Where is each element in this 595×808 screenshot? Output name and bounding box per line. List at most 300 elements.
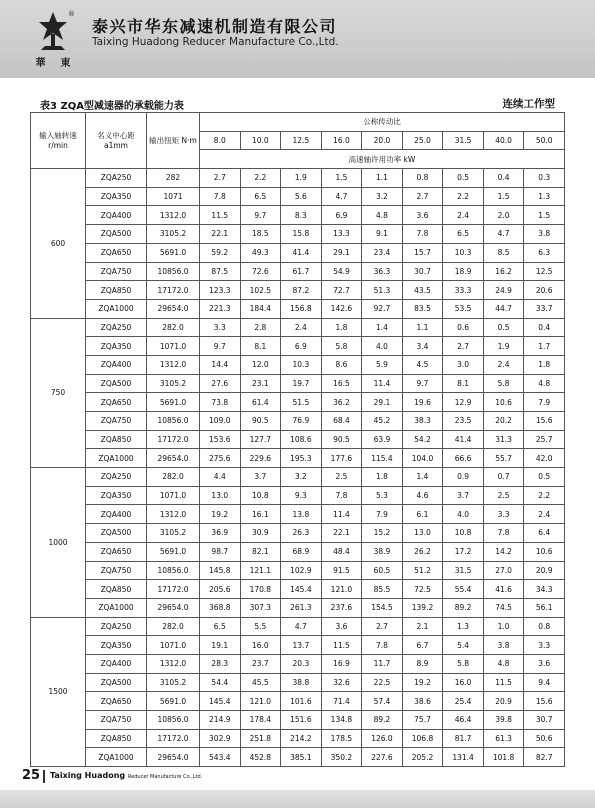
power-cell: 3.0 (443, 355, 484, 374)
power-cell: 68.9 (281, 542, 322, 561)
torque-cell: 29654.0 (147, 598, 200, 617)
power-cell: 145.4 (200, 692, 241, 711)
ratio-cell: 31.5 (443, 131, 484, 150)
power-cell: 350.2 (321, 748, 362, 767)
power-cell: 66.6 (443, 449, 484, 468)
power-cell: 131.4 (443, 748, 484, 767)
power-cell: 15.6 (524, 412, 565, 431)
power-cell: 134.8 (321, 711, 362, 730)
power-cell: 20.9 (524, 561, 565, 580)
power-cell: 60.5 (362, 561, 403, 580)
torque-cell: 282.0 (147, 617, 200, 636)
power-cell: 3.7 (443, 486, 484, 505)
table-row (31, 729, 565, 748)
power-cell: 26.2 (402, 542, 443, 561)
torque-cell: 1312.0 (147, 654, 200, 673)
power-cell: 8.6 (321, 355, 362, 374)
power-cell: 83.5 (402, 299, 443, 318)
power-cell: 15.6 (524, 692, 565, 711)
power-cell: 81.7 (443, 729, 484, 748)
power-cell: 26.3 (281, 524, 322, 543)
power-cell: 2.0 (483, 206, 524, 225)
torque-cell: 1312.0 (147, 505, 200, 524)
power-cell: 16.0 (240, 636, 281, 655)
power-cell: 106.8 (402, 729, 443, 748)
footer-divider (43, 770, 45, 783)
torque-cell: 29654.0 (147, 748, 200, 767)
power-cell: 51.5 (281, 393, 322, 412)
power-cell: 72.6 (240, 262, 281, 281)
model-cell: ZQA750 (86, 262, 147, 281)
table-row (31, 169, 565, 188)
power-cell: 177.6 (321, 449, 362, 468)
power-cell: 0.8 (402, 169, 443, 188)
power-cell: 30.7 (524, 711, 565, 730)
power-cell: 1.3 (524, 187, 565, 206)
power-cell: 9.7 (240, 206, 281, 225)
ratio-cell: 10.0 (240, 131, 281, 150)
power-cell: 87.2 (281, 281, 322, 300)
power-cell: 121.1 (240, 561, 281, 580)
power-cell: 229.6 (240, 449, 281, 468)
power-cell: 1.7 (524, 337, 565, 356)
power-cell: 49.3 (240, 243, 281, 262)
torque-cell: 5691.0 (147, 692, 200, 711)
power-cell: 82.7 (524, 748, 565, 767)
model-cell: ZQA350 (86, 337, 147, 356)
power-cell: 178.5 (321, 729, 362, 748)
header-ratio-label: 公称传动比 (200, 113, 565, 132)
power-cell: 56.1 (524, 598, 565, 617)
table-row (31, 355, 565, 374)
power-cell: 51.2 (402, 561, 443, 580)
table-row (31, 206, 565, 225)
model-cell: ZQA650 (86, 393, 147, 412)
power-cell: 75.7 (402, 711, 443, 730)
table-row (31, 673, 565, 692)
power-cell: 5.6 (281, 187, 322, 206)
logo-char-left: 華 (35, 58, 46, 69)
table-row (31, 617, 565, 636)
power-cell: 2.2 (443, 187, 484, 206)
power-cell: 5.8 (321, 337, 362, 356)
power-cell: 8.1 (240, 337, 281, 356)
company-logo (28, 10, 78, 68)
model-cell: ZQA850 (86, 281, 147, 300)
power-cell: 154.5 (362, 598, 403, 617)
power-cell: 19.1 (200, 636, 241, 655)
power-cell: 90.5 (321, 430, 362, 449)
footer-brand (50, 771, 202, 780)
power-cell: 54.9 (321, 262, 362, 281)
power-cell: 102.5 (240, 281, 281, 300)
power-cell: 29.1 (362, 393, 403, 412)
power-cell: 98.7 (200, 542, 241, 561)
table-row (31, 318, 565, 337)
table-row (31, 225, 565, 244)
power-cell: 307.3 (240, 598, 281, 617)
table-row (31, 748, 565, 767)
power-cell: 12.5 (524, 262, 565, 281)
power-cell: 27.6 (200, 374, 241, 393)
torque-cell: 3105.2 (147, 673, 200, 692)
power-cell: 0.4 (483, 169, 524, 188)
power-cell: 24.9 (483, 281, 524, 300)
power-cell: 23.4 (362, 243, 403, 262)
table-row (31, 393, 565, 412)
power-cell: 3.3 (483, 505, 524, 524)
registered-mark: ® (68, 10, 75, 18)
power-cell: 2.4 (483, 355, 524, 374)
power-cell: 16.1 (240, 505, 281, 524)
torque-cell: 3105.2 (147, 374, 200, 393)
power-cell: 2.5 (483, 486, 524, 505)
power-cell: 9.4 (524, 673, 565, 692)
power-cell: 6.1 (402, 505, 443, 524)
power-cell: 0.5 (483, 318, 524, 337)
torque-cell: 1071.0 (147, 337, 200, 356)
model-cell: ZQA250 (86, 169, 147, 188)
model-cell: ZQA350 (86, 486, 147, 505)
power-cell: 44.7 (483, 299, 524, 318)
power-cell: 23.5 (443, 412, 484, 431)
torque-cell: 3105.2 (147, 524, 200, 543)
power-cell: 41.4 (281, 243, 322, 262)
power-cell: 10.6 (483, 393, 524, 412)
power-cell: 6.9 (281, 337, 322, 356)
footer-brand-name: Taixing Huadong (50, 771, 126, 780)
model-cell: ZQA350 (86, 636, 147, 655)
power-cell: 3.3 (200, 318, 241, 337)
power-cell: 1.1 (402, 318, 443, 337)
power-cell: 31.5 (443, 561, 484, 580)
power-cell: 1.3 (443, 617, 484, 636)
power-cell: 89.2 (443, 598, 484, 617)
power-cell: 61.7 (281, 262, 322, 281)
model-cell: ZQA1000 (86, 299, 147, 318)
table-row (31, 542, 565, 561)
power-cell: 48.4 (321, 542, 362, 561)
power-cell: 16.2 (483, 262, 524, 281)
power-cell: 13.7 (281, 636, 322, 655)
power-cell: 12.9 (443, 393, 484, 412)
ratio-cell: 25.0 (402, 131, 443, 150)
power-cell: 43.5 (402, 281, 443, 300)
power-cell: 42.0 (524, 449, 565, 468)
power-cell: 4.8 (483, 654, 524, 673)
table-row (31, 580, 565, 599)
power-cell: 15.2 (362, 524, 403, 543)
torque-cell: 17172.0 (147, 281, 200, 300)
power-cell: 302.9 (200, 729, 241, 748)
power-cell: 3.6 (402, 206, 443, 225)
power-cell: 27.0 (483, 561, 524, 580)
power-cell: 153.6 (200, 430, 241, 449)
power-cell: 22.5 (362, 673, 403, 692)
power-cell: 142.6 (321, 299, 362, 318)
power-cell: 170.8 (240, 580, 281, 599)
power-cell: 74.5 (483, 598, 524, 617)
power-cell: 10.8 (443, 524, 484, 543)
power-cell: 9.3 (281, 486, 322, 505)
power-cell: 3.6 (524, 654, 565, 673)
header-input-speed: 输入轴转速 r/min (31, 113, 86, 169)
torque-cell: 29654.0 (147, 449, 200, 468)
model-cell: ZQA650 (86, 542, 147, 561)
power-cell: 195.3 (281, 449, 322, 468)
footer-band (0, 790, 595, 808)
power-cell: 1.9 (281, 169, 322, 188)
power-cell: 2.7 (200, 169, 241, 188)
power-cell: 3.8 (483, 636, 524, 655)
model-cell: ZQA850 (86, 729, 147, 748)
ratio-cell: 50.0 (524, 131, 565, 150)
power-cell: 72.5 (402, 580, 443, 599)
power-cell: 1.9 (483, 337, 524, 356)
power-cell: 452.8 (240, 748, 281, 767)
power-cell: 4.7 (321, 187, 362, 206)
power-cell: 4.7 (281, 617, 322, 636)
power-cell: 5.4 (443, 636, 484, 655)
power-cell: 30.9 (240, 524, 281, 543)
power-cell: 3.3 (524, 636, 565, 655)
power-cell: 17.2 (443, 542, 484, 561)
power-cell: 6.4 (524, 524, 565, 543)
power-cell: 184.4 (240, 299, 281, 318)
power-cell: 91.5 (321, 561, 362, 580)
torque-cell: 5691.0 (147, 243, 200, 262)
torque-cell: 29654.0 (147, 299, 200, 318)
power-cell: 76.9 (281, 412, 322, 431)
table-row (31, 281, 565, 300)
power-cell: 32.6 (321, 673, 362, 692)
page-number: 25 (22, 768, 41, 783)
power-cell: 14.4 (200, 355, 241, 374)
torque-cell: 10856.0 (147, 412, 200, 431)
table-row (31, 598, 565, 617)
power-cell: 2.7 (402, 187, 443, 206)
power-cell: 23.7 (240, 654, 281, 673)
model-cell: ZQA500 (86, 225, 147, 244)
power-cell: 31.3 (483, 430, 524, 449)
model-cell: ZQA650 (86, 243, 147, 262)
power-cell: 13.0 (200, 486, 241, 505)
power-cell: 6.3 (524, 243, 565, 262)
power-cell: 22.1 (200, 225, 241, 244)
power-cell: 2.4 (524, 505, 565, 524)
power-cell: 90.5 (240, 412, 281, 431)
power-cell: 121.0 (240, 692, 281, 711)
power-cell: 2.2 (240, 169, 281, 188)
power-cell: 101.6 (281, 692, 322, 711)
model-cell: ZQA850 (86, 580, 147, 599)
power-cell: 5.8 (483, 374, 524, 393)
ratio-cell: 20.0 (362, 131, 403, 150)
power-cell: 13.8 (281, 505, 322, 524)
power-cell: 19.2 (200, 505, 241, 524)
power-cell: 214.9 (200, 711, 241, 730)
power-cell: 385.1 (281, 748, 322, 767)
power-cell: 61.4 (240, 393, 281, 412)
power-cell: 2.4 (443, 206, 484, 225)
power-cell: 55.4 (443, 580, 484, 599)
power-cell: 14.2 (483, 542, 524, 561)
torque-cell: 5691.0 (147, 542, 200, 561)
power-cell: 4.6 (402, 486, 443, 505)
power-cell: 9.7 (200, 337, 241, 356)
table-row (31, 486, 565, 505)
table-row (31, 299, 565, 318)
model-cell: ZQA500 (86, 524, 147, 543)
power-cell: 18.5 (240, 225, 281, 244)
torque-cell: 282.0 (147, 318, 200, 337)
power-cell: 1.4 (402, 468, 443, 487)
power-cell: 0.8 (524, 617, 565, 636)
power-cell: 22.1 (321, 524, 362, 543)
power-cell: 54.4 (200, 673, 241, 692)
power-cell: 39.8 (483, 711, 524, 730)
power-cell: 19.7 (281, 374, 322, 393)
power-cell: 3.2 (281, 468, 322, 487)
power-cell: 72.7 (321, 281, 362, 300)
model-cell: ZQA400 (86, 206, 147, 225)
company-name-english: Taixing Huadong Reducer Manufacture Co.,Ltd. (92, 36, 339, 48)
model-cell: ZQA750 (86, 711, 147, 730)
power-cell: 55.7 (483, 449, 524, 468)
torque-cell: 1312.0 (147, 355, 200, 374)
power-cell: 8.5 (483, 243, 524, 262)
power-cell: 6.9 (321, 206, 362, 225)
power-cell: 9.7 (402, 374, 443, 393)
table-row (31, 449, 565, 468)
power-cell: 1.0 (483, 617, 524, 636)
power-cell: 3.8 (524, 225, 565, 244)
header-row-1 (31, 113, 565, 132)
power-cell: 6.5 (443, 225, 484, 244)
power-cell: 25.7 (524, 430, 565, 449)
power-cell: 123.3 (200, 281, 241, 300)
torque-cell: 10856.0 (147, 262, 200, 281)
power-cell: 11.4 (362, 374, 403, 393)
power-cell: 6.5 (240, 187, 281, 206)
power-cell: 7.8 (200, 187, 241, 206)
torque-cell: 282 (147, 169, 200, 188)
power-cell: 102.9 (281, 561, 322, 580)
power-cell: 10.3 (281, 355, 322, 374)
table-title: 表3 ZQA型减速器的承载能力表 (40, 101, 184, 112)
model-cell: ZQA750 (86, 412, 147, 431)
power-cell: 6.5 (200, 617, 241, 636)
power-cell: 1.8 (362, 468, 403, 487)
power-cell: 11.5 (483, 673, 524, 692)
power-cell: 8.1 (443, 374, 484, 393)
power-cell: 3.4 (402, 337, 443, 356)
footer-brand-tail: Reducer Manufacture Co.,Ltd. (127, 774, 203, 780)
model-cell: ZQA250 (86, 617, 147, 636)
power-cell: 4.0 (362, 337, 403, 356)
power-cell: 2.2 (524, 486, 565, 505)
torque-cell: 17172.0 (147, 430, 200, 449)
power-cell: 1.8 (321, 318, 362, 337)
power-cell: 20.3 (281, 654, 322, 673)
power-cell: 33.7 (524, 299, 565, 318)
power-cell: 87.5 (200, 262, 241, 281)
power-cell: 11.5 (321, 636, 362, 655)
power-cell: 13.3 (321, 225, 362, 244)
power-cell: 543.4 (200, 748, 241, 767)
header-power-label: 高速轴许用功率 kW (200, 150, 565, 169)
power-cell: 3.6 (321, 617, 362, 636)
power-cell: 178.4 (240, 711, 281, 730)
power-cell: 36.9 (200, 524, 241, 543)
power-cell: 16.0 (443, 673, 484, 692)
table-row (31, 262, 565, 281)
power-cell: 57.4 (362, 692, 403, 711)
power-cell: 261.3 (281, 598, 322, 617)
power-cell: 54.2 (402, 430, 443, 449)
power-cell: 214.2 (281, 729, 322, 748)
logo-char-right: 東 (60, 58, 71, 69)
model-cell: ZQA400 (86, 654, 147, 673)
power-cell: 61.3 (483, 729, 524, 748)
page-header (0, 0, 595, 78)
power-cell: 2.4 (281, 318, 322, 337)
torque-cell: 1071.0 (147, 636, 200, 655)
power-cell: 33.3 (443, 281, 484, 300)
power-cell: 145.4 (281, 580, 322, 599)
power-cell: 68.4 (321, 412, 362, 431)
power-cell: 12.0 (240, 355, 281, 374)
power-cell: 36.3 (362, 262, 403, 281)
power-cell: 38.3 (402, 412, 443, 431)
power-cell: 8.9 (402, 654, 443, 673)
power-cell: 45.2 (362, 412, 403, 431)
power-cell: 30.7 (402, 262, 443, 281)
torque-cell: 5691.0 (147, 393, 200, 412)
model-cell: ZQA250 (86, 468, 147, 487)
power-cell: 73.8 (200, 393, 241, 412)
table-row (31, 412, 565, 431)
power-cell: 7.8 (321, 486, 362, 505)
power-cell: 38.8 (281, 673, 322, 692)
table-row (31, 243, 565, 262)
power-cell: 2.1 (402, 617, 443, 636)
power-cell: 0.6 (443, 318, 484, 337)
power-cell: 34.3 (524, 580, 565, 599)
model-cell: ZQA650 (86, 692, 147, 711)
power-cell: 275.6 (200, 449, 241, 468)
power-cell: 2.5 (321, 468, 362, 487)
table-row (31, 524, 565, 543)
power-cell: 7.9 (362, 505, 403, 524)
power-cell: 23.1 (240, 374, 281, 393)
power-cell: 104.0 (402, 449, 443, 468)
power-cell: 1.5 (321, 169, 362, 188)
power-cell: 227.6 (362, 748, 403, 767)
power-cell: 20.2 (483, 412, 524, 431)
power-cell: 126.0 (362, 729, 403, 748)
power-cell: 41.4 (443, 430, 484, 449)
power-cell: 156.8 (281, 299, 322, 318)
power-cell: 7.8 (362, 636, 403, 655)
model-cell: ZQA500 (86, 673, 147, 692)
power-cell: 0.7 (483, 468, 524, 487)
power-cell: 5.8 (443, 654, 484, 673)
power-cell: 9.1 (362, 225, 403, 244)
power-cell: 109.0 (200, 412, 241, 431)
power-cell: 1.4 (362, 318, 403, 337)
table-row (31, 711, 565, 730)
